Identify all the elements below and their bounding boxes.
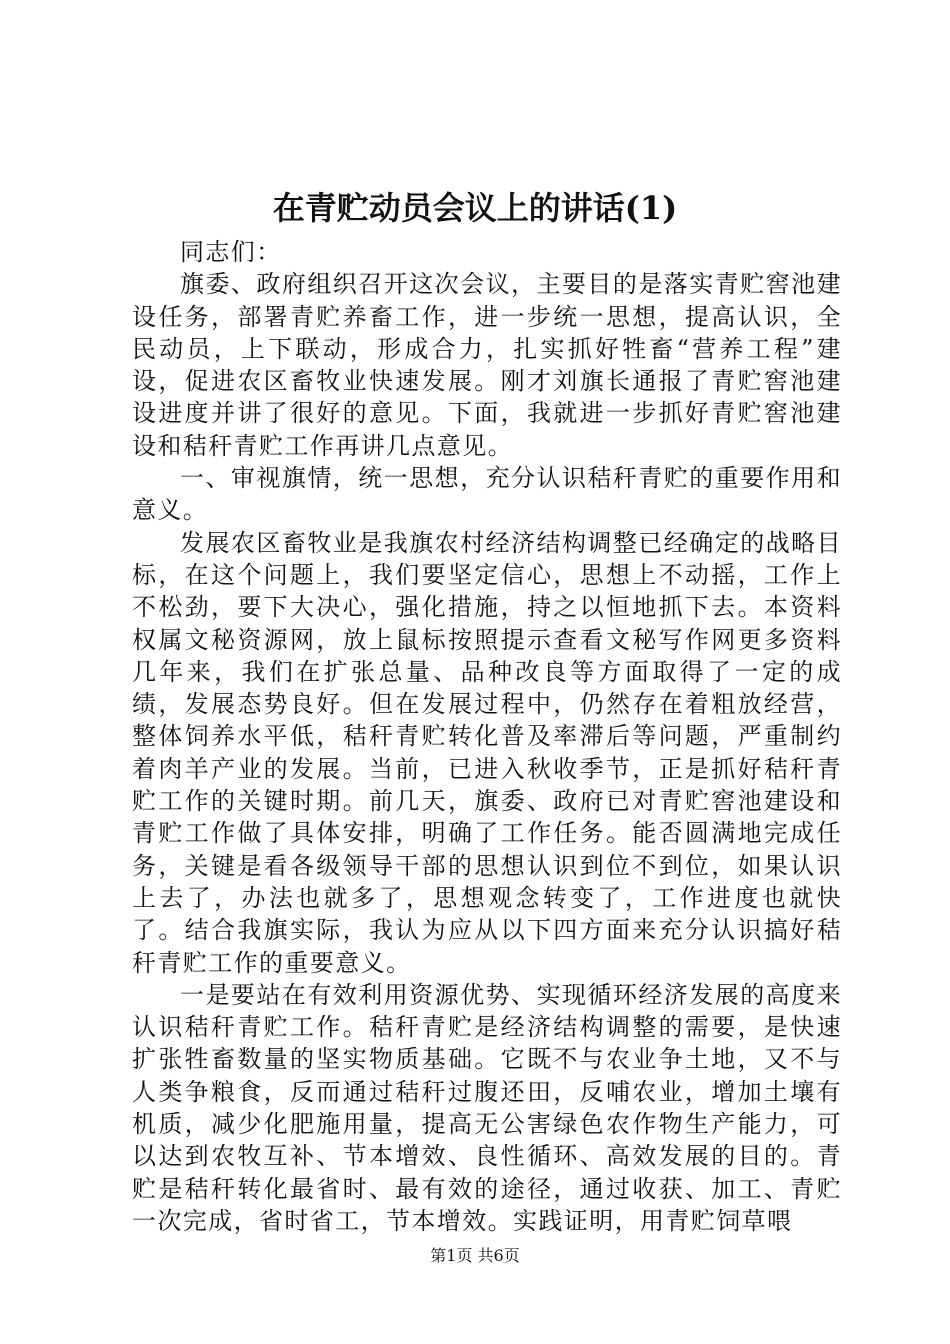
document-title: 在青贮动员会议上的讲话(1) <box>272 189 678 227</box>
paragraph-1: 旗委、政府组织召开这次会议，主要目的是落实青贮窖池建设任务，部署青贮养畜工作，进一步统一思想，提高认识，全民动员，上下联动，形成合力，扎实抓好牲畜“营养工程”建设，促进农区畜牧业快速发展。刚才刘旗长通报了青贮窖池建设进度并讲了很好的意见。下面，我就进一步抓好青贮窖池建设和秸秆青贮工作再讲几点意见。 <box>132 270 842 460</box>
section-heading-1: 一、审视旗情，统一思想，充分认识秸秆青贮的重要作用和意义。 <box>132 464 842 525</box>
page-footer: 第1页 共6页 <box>430 1246 520 1265</box>
salutation: 同志们： <box>180 238 282 266</box>
paragraph-2: 发展农区畜牧业是我旗农村经济结构调整已经确定的战略目标，在这个问题上，我们要坚定信心，思想上不动摇，工作上不松劲，要下大决心，强化措施，持之以恒地抓下去。本资料权属文秘资源网，放上鼠标按照提示查看文秘写作网更多资料几年来，我们在扩张总量、品种改良等方面取得了一定的成绩，发展态势良好。但在发展过程中，仍然存在着粗放经营，整体饲养水平低，秸秆青贮转化普及率滞后等问题，严重制约着肉羊产业的发展。当前，已进入秋收季节，正是抓好秸秆青贮工作的关键时期。前几天，旗委、政府已对青贮窖池建设和青贮工作做了具体安排，明确了工作任务。能否圆满地完成任务，关键是看各级领导干部的思想认识到位不到位，如果认识上去了，办法也就多了，思想观念转变了，工作进度也就快了。结合我旗实际，我认为应从以下四方面来充分认识搞好秸秆青贮工作的重要意义。 <box>132 528 842 977</box>
paragraph-3: 一是要站在有效利用资源优势、实现循环经济发展的高度来认识秸秆青贮工作。秸秆青贮是经济结构调整的需要，是快速扩张牲畜数量的坚实物质基础。它既不与农业争土地，又不与人类争粮食，反而通过秸秆过腹还田，反哺农业，增加土壤有机质，减少化肥施用量，提高无公害绿色农作物生产能力，可以达到农牧互补、节本增效、良性循环、高效发展的目的。青贮是秸秆转化最省时、最有效的途径，通过收获、加工、青贮一次完成，省时省工，节本增效。实践证明，用青贮饲草喂 <box>132 980 842 1235</box>
document-body <box>132 236 842 1237</box>
